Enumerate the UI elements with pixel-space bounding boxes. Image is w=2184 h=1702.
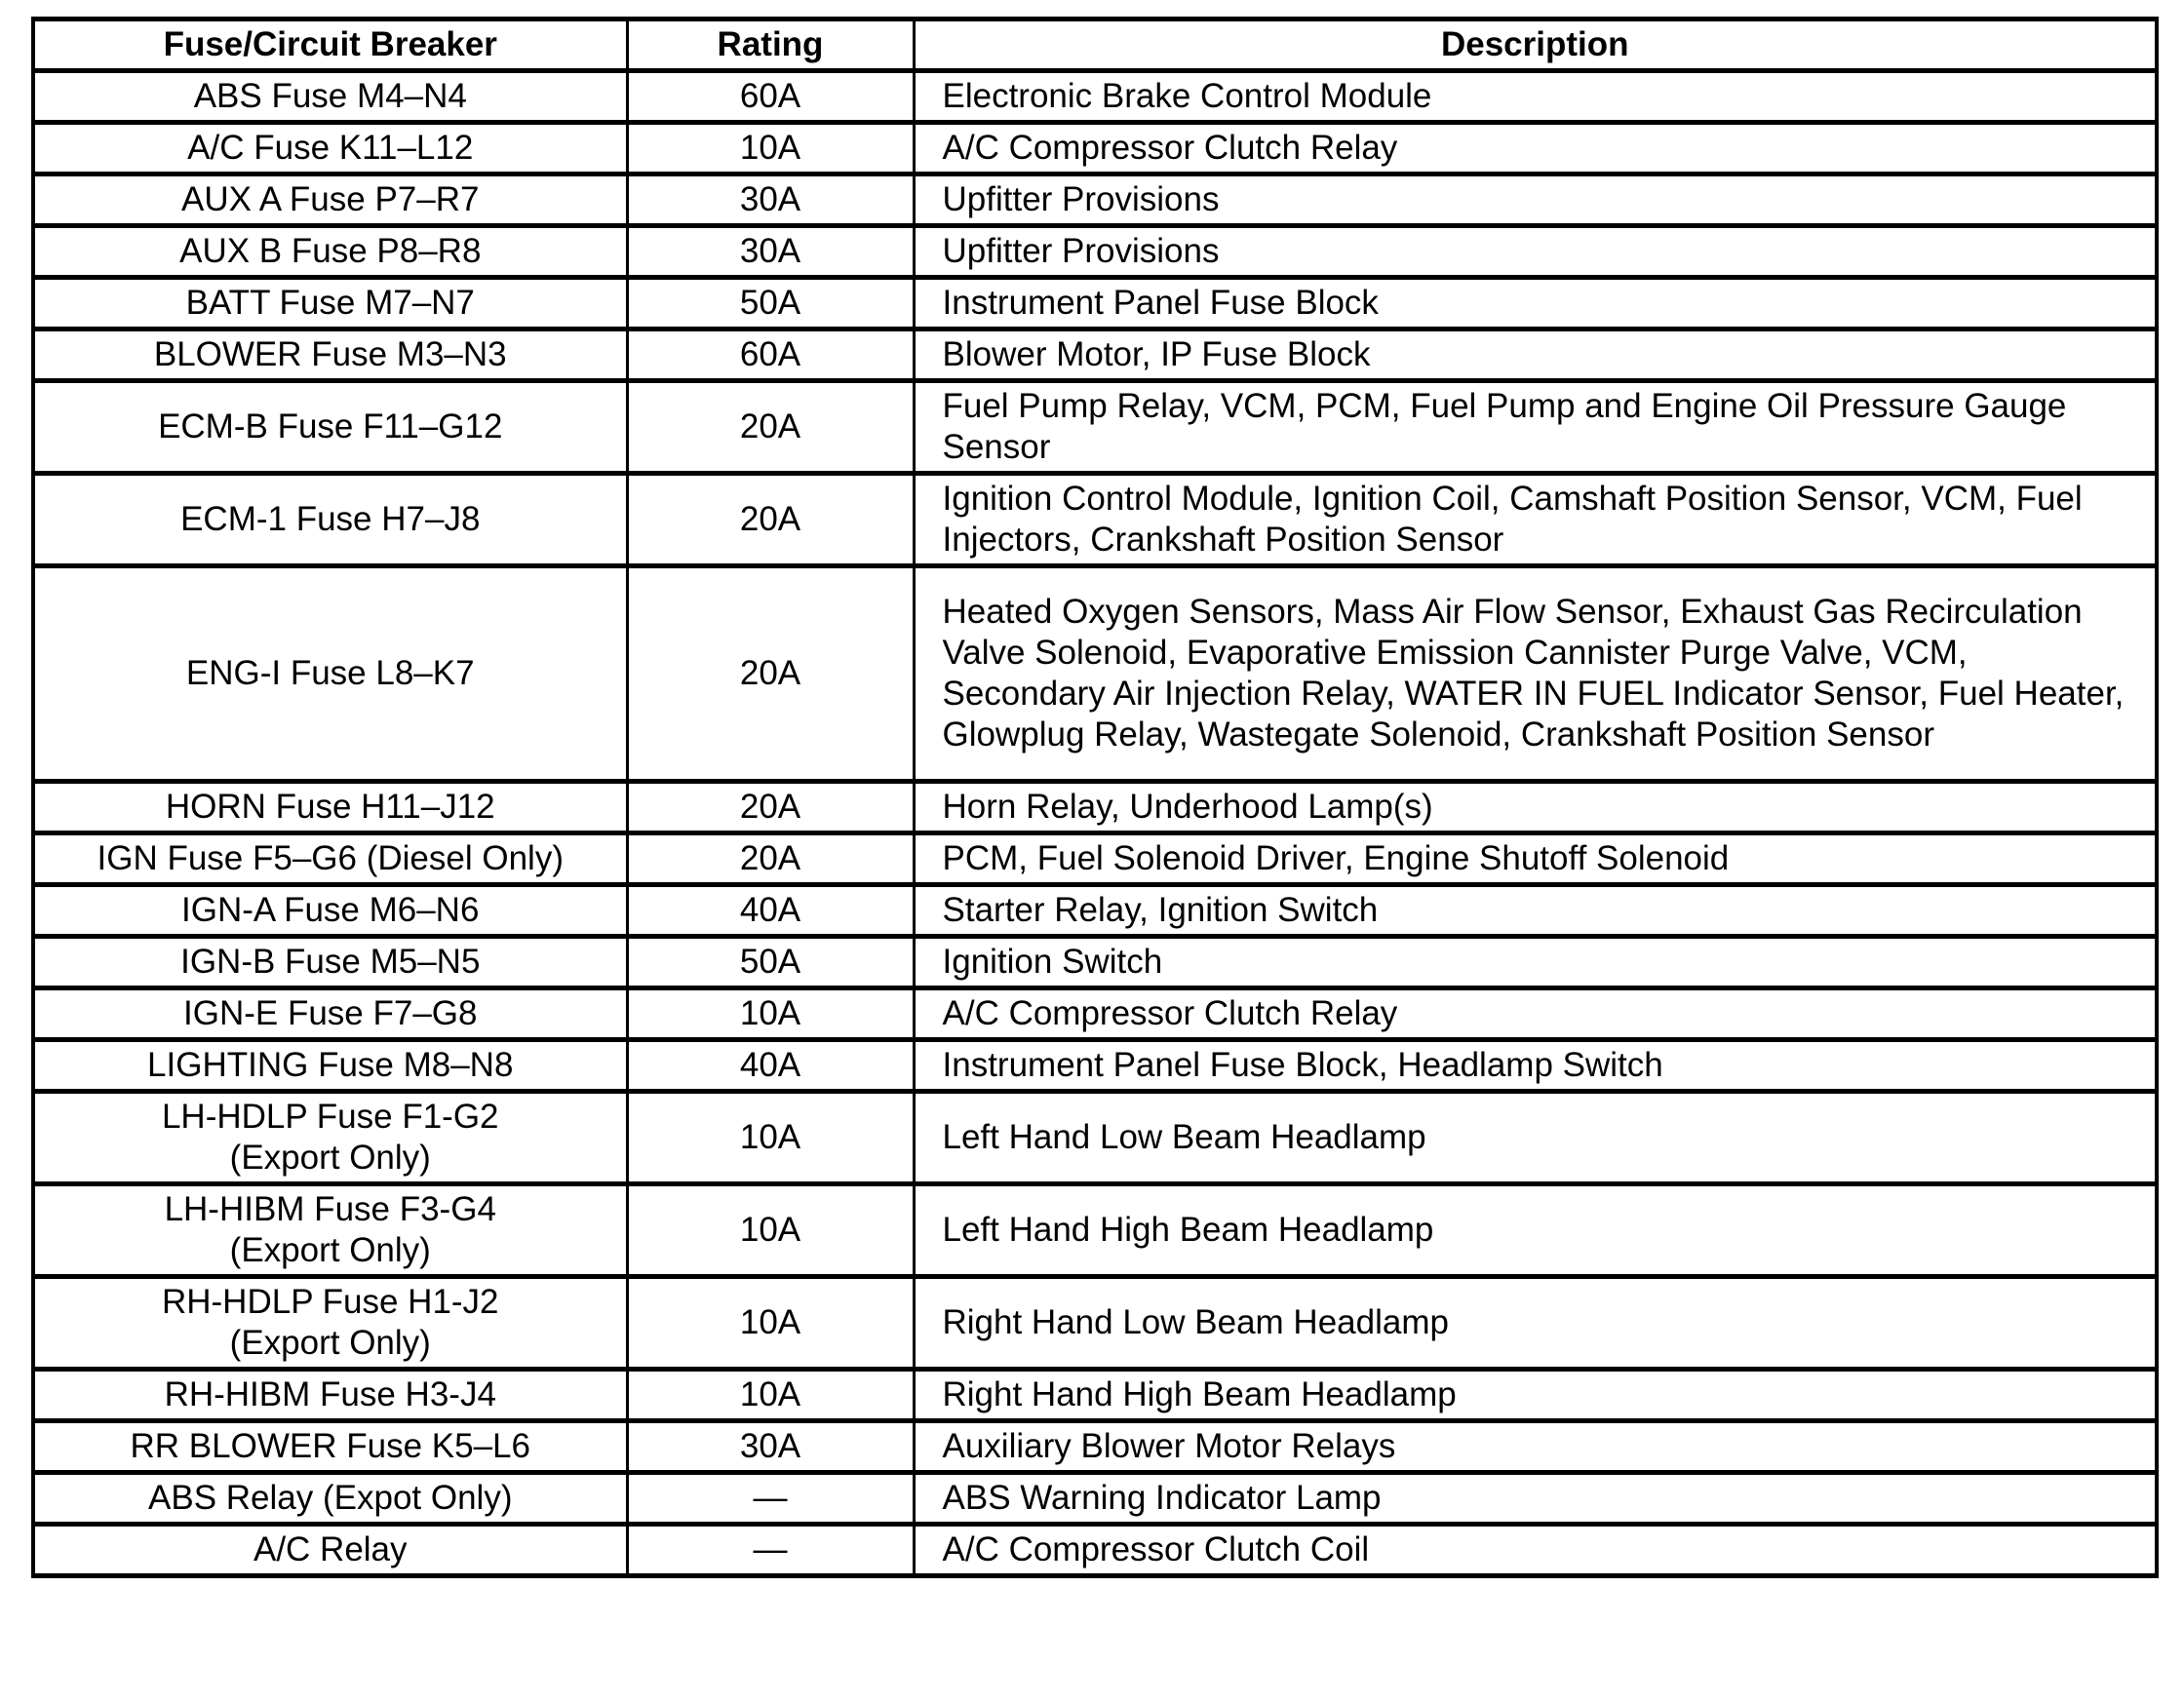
- fuse-name: BLOWER Fuse M3–N3: [153, 335, 507, 373]
- table-row: [33, 1184, 2157, 1277]
- fuse-name-cell: [33, 885, 627, 937]
- rating-cell: 30A: [627, 226, 914, 278]
- description-cell: Ignition Switch: [914, 937, 2157, 988]
- description-cell: Upfitter Provisions: [914, 174, 2157, 226]
- fuse-name-cell: [33, 988, 627, 1040]
- rating-cell: 20A: [627, 833, 914, 885]
- fuse-name-cell: [33, 381, 627, 474]
- table-row: [33, 123, 2157, 174]
- description-cell: Left Hand High Beam Headlamp: [914, 1184, 2157, 1277]
- rating-cell: 10A: [627, 1184, 914, 1277]
- fuse-name: IGN-E Fuse F7–G8: [183, 994, 478, 1032]
- description-cell: Instrument Panel Fuse Block, Headlamp Switch: [914, 1040, 2157, 1092]
- fuse-table: [31, 17, 2159, 1578]
- fuse-table-container: [31, 17, 2155, 1578]
- fuse-note: (Export Only): [229, 1231, 431, 1269]
- fuse-name-cell: [33, 1370, 627, 1421]
- table-body: [33, 71, 2157, 1576]
- fuse-name-cell: [33, 566, 627, 782]
- table-row: [33, 937, 2157, 988]
- fuse-name: RH-HDLP Fuse H1-J2: [161, 1283, 499, 1321]
- rating-cell: 10A: [627, 1092, 914, 1184]
- description-cell: Electronic Brake Control Module: [914, 71, 2157, 123]
- table-row: [33, 988, 2157, 1040]
- rating-cell: 10A: [627, 1370, 914, 1421]
- description-cell: Auxiliary Blower Motor Relays: [914, 1421, 2157, 1473]
- rating-cell: 10A: [627, 123, 914, 174]
- rating-cell: 30A: [627, 1421, 914, 1473]
- table-row: [33, 833, 2157, 885]
- fuse-name-cell: [33, 1277, 627, 1370]
- fuse-name: BATT Fuse M7–N7: [185, 284, 475, 322]
- fuse-name-cell: [33, 782, 627, 833]
- fuse-name: RR BLOWER Fuse K5–L6: [130, 1427, 530, 1465]
- fuse-name-cell: [33, 71, 627, 123]
- rating-cell: 20A: [627, 381, 914, 474]
- fuse-name-cell: [33, 1421, 627, 1473]
- fuse-name-cell: [33, 278, 627, 329]
- description-cell: Upfitter Provisions: [914, 226, 2157, 278]
- rating-cell: 20A: [627, 474, 914, 566]
- fuse-name-cell: [33, 1040, 627, 1092]
- table-row: [33, 474, 2157, 566]
- fuse-name-cell: [33, 1092, 627, 1184]
- rating-cell: 60A: [627, 71, 914, 123]
- description-cell: Horn Relay, Underhood Lamp(s): [914, 782, 2157, 833]
- fuse-name-cell: [33, 1184, 627, 1277]
- fuse-name: ABS Relay (Expot Only): [148, 1479, 513, 1517]
- fuse-note: (Export Only): [229, 1324, 431, 1362]
- description-cell: PCM, Fuel Solenoid Driver, Engine Shutoff Solenoid: [914, 833, 2157, 885]
- description-cell: Right Hand Low Beam Headlamp: [914, 1277, 2157, 1370]
- fuse-name-cell: [33, 226, 627, 278]
- description-cell: Instrument Panel Fuse Block: [914, 278, 2157, 329]
- rating-cell: 50A: [627, 937, 914, 988]
- description-cell: Starter Relay, Ignition Switch: [914, 885, 2157, 937]
- table-row: [33, 885, 2157, 937]
- header-rating: Rating: [627, 19, 914, 71]
- rating-cell: 50A: [627, 278, 914, 329]
- table-row: [33, 1092, 2157, 1184]
- fuse-name-cell: [33, 937, 627, 988]
- rating-cell: 40A: [627, 1040, 914, 1092]
- description-cell: ABS Warning Indicator Lamp: [914, 1473, 2157, 1525]
- fuse-name-cell: [33, 1473, 627, 1525]
- fuse-name: ABS Fuse M4–N4: [193, 77, 467, 115]
- fuse-note: (Export Only): [229, 1139, 431, 1177]
- fuse-name: IGN-B Fuse M5–N5: [180, 943, 481, 981]
- table-row: [33, 381, 2157, 474]
- table-row: [33, 174, 2157, 226]
- fuse-name-cell: [33, 474, 627, 566]
- fuse-name: AUX A Fuse P7–R7: [181, 180, 480, 218]
- description-cell: Heated Oxygen Sensors, Mass Air Flow Sensor, Exhaust Gas Recirculation Valve Solenoid, Evaporative Emission Cannister Purge Valve, VCM, Secondary Air Injection Relay, WATER IN FUEL Indicator Sensor, Fuel Heater, Glowplug Relay, Wastegate Solenoid, Crankshaft Position Sensor: [914, 566, 2157, 782]
- fuse-name: IGN-A Fuse M6–N6: [181, 891, 480, 929]
- fuse-name: ENG-I Fuse L8–K7: [185, 654, 475, 692]
- description-cell: Ignition Control Module, Ignition Coil, Camshaft Position Sensor, VCM, Fuel Injectors, Crankshaft Position Sensor: [914, 474, 2157, 566]
- description-cell: A/C Compressor Clutch Relay: [914, 123, 2157, 174]
- rating-cell: 30A: [627, 174, 914, 226]
- rating-cell: —: [627, 1473, 914, 1525]
- fuse-name: ECM-B Fuse F11–G12: [158, 407, 503, 445]
- fuse-name-cell: [33, 833, 627, 885]
- table-header-row: [33, 19, 2157, 71]
- description-cell: Left Hand Low Beam Headlamp: [914, 1092, 2157, 1184]
- table-row: [33, 226, 2157, 278]
- table-row: [33, 1421, 2157, 1473]
- table-row: [33, 71, 2157, 123]
- rating-cell: 60A: [627, 329, 914, 381]
- header-description: Description: [914, 19, 2157, 71]
- fuse-name: AUX B Fuse P8–R8: [179, 232, 482, 270]
- table-row: [33, 1040, 2157, 1092]
- rating-cell: 10A: [627, 988, 914, 1040]
- fuse-name: LH-HIBM Fuse F3-G4: [164, 1190, 496, 1228]
- table-row: [33, 782, 2157, 833]
- table-row: [33, 1473, 2157, 1525]
- table-row: [33, 278, 2157, 329]
- fuse-name: LIGHTING Fuse M8–N8: [147, 1046, 514, 1084]
- description-cell: A/C Compressor Clutch Relay: [914, 988, 2157, 1040]
- rating-cell: 20A: [627, 782, 914, 833]
- table-row: [33, 1277, 2157, 1370]
- description-cell: Blower Motor, IP Fuse Block: [914, 329, 2157, 381]
- description-cell: Right Hand High Beam Headlamp: [914, 1370, 2157, 1421]
- rating-cell: 10A: [627, 1277, 914, 1370]
- fuse-name-cell: [33, 123, 627, 174]
- fuse-name: IGN Fuse F5–G6 (Diesel Only): [97, 839, 564, 877]
- fuse-name-cell: [33, 1525, 627, 1576]
- fuse-name-cell: [33, 329, 627, 381]
- fuse-name: LH-HDLP Fuse F1-G2: [161, 1098, 499, 1136]
- table-row: [33, 1370, 2157, 1421]
- fuse-name: A/C Relay: [253, 1530, 408, 1568]
- table-row: [33, 329, 2157, 381]
- rating-cell: —: [627, 1525, 914, 1576]
- fuse-name-cell: [33, 174, 627, 226]
- table-row: [33, 1525, 2157, 1576]
- fuse-name: ECM-1 Fuse H7–J8: [180, 500, 481, 538]
- rating-cell: 20A: [627, 566, 914, 782]
- description-cell: A/C Compressor Clutch Coil: [914, 1525, 2157, 1576]
- fuse-name: A/C Fuse K11–L12: [187, 129, 474, 167]
- fuse-name: RH-HIBM Fuse H3-J4: [164, 1375, 496, 1413]
- fuse-name: HORN Fuse H11–J12: [165, 788, 495, 826]
- rating-cell: 40A: [627, 885, 914, 937]
- description-cell: Fuel Pump Relay, VCM, PCM, Fuel Pump and Engine Oil Pressure Gauge Sensor: [914, 381, 2157, 474]
- table-row: [33, 566, 2157, 782]
- header-fuse-circuit-breaker: Fuse/Circuit Breaker: [33, 19, 627, 71]
